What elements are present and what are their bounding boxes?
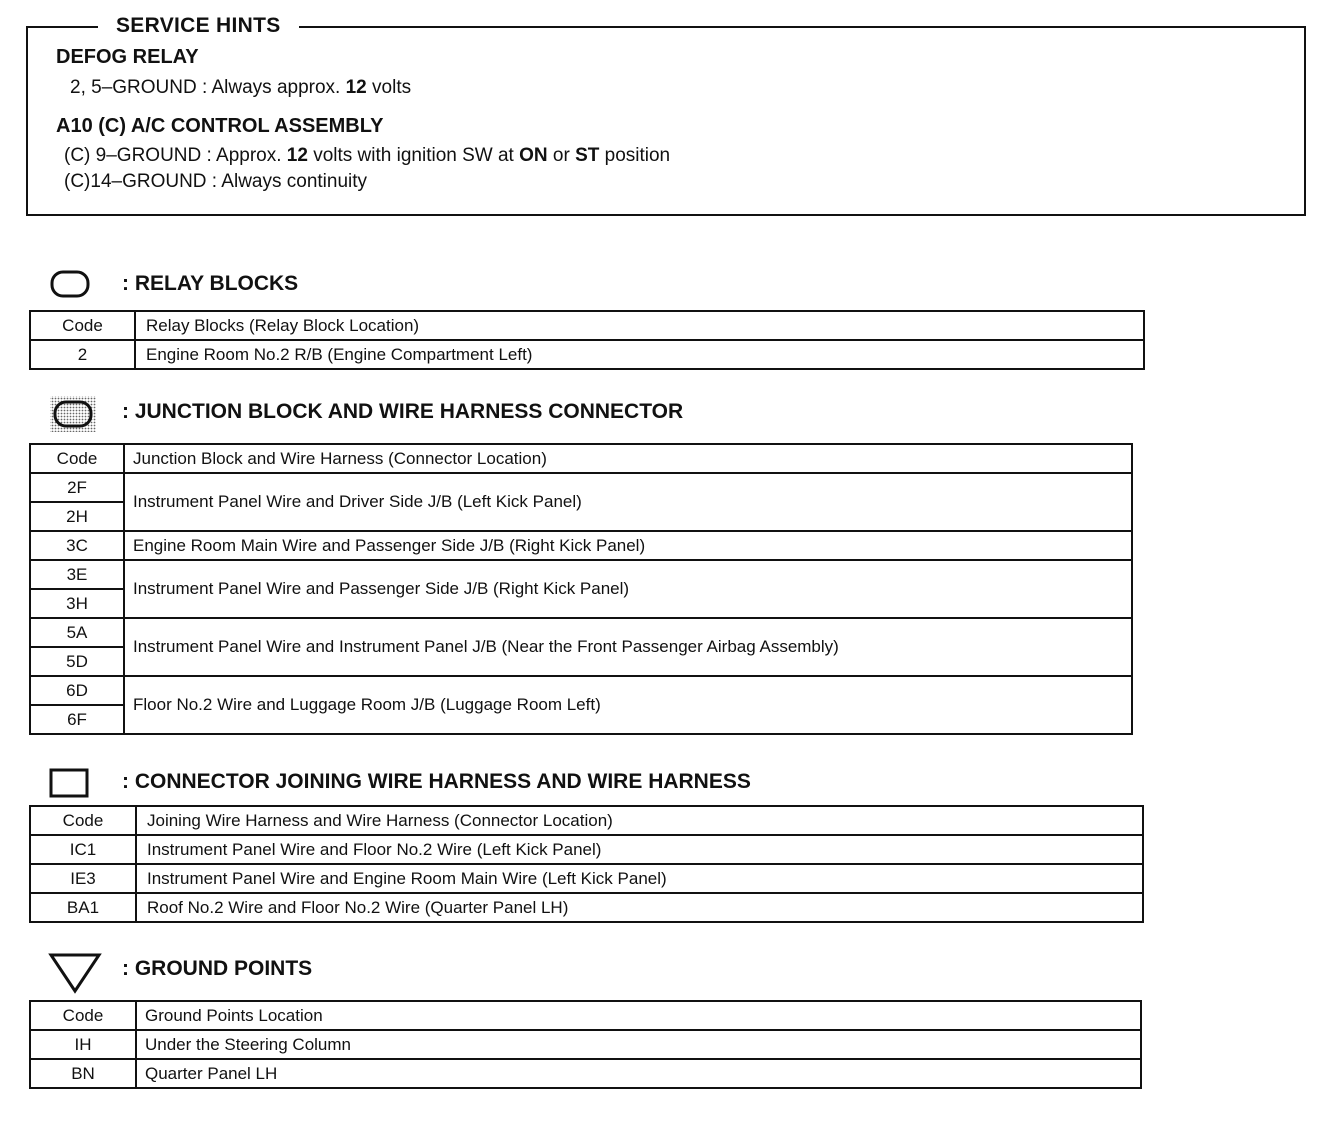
desc-cell: Instrument Panel Wire and Driver Side J/B (Left Kick Panel) — [124, 473, 1132, 531]
desc-cell: Engine Room No.2 R/B (Engine Compartment Left) — [135, 340, 1144, 369]
ac-text-f: ST — [575, 145, 600, 166]
table-row — [30, 531, 1132, 560]
table-header-row — [30, 1001, 1141, 1030]
ac-control-heading: A10 (C) A/C CONTROL ASSEMBLY — [56, 115, 384, 137]
table-row — [30, 1059, 1141, 1088]
code-header: Code — [30, 444, 124, 473]
table-row — [30, 893, 1143, 922]
shaded-rounded-rectangle-icon — [48, 394, 118, 430]
ac-text-c: volts with ignition SW at — [307, 145, 520, 166]
code-cell: BA1 — [30, 893, 136, 922]
table-row — [30, 560, 1132, 589]
code-cell: 2F — [30, 473, 124, 502]
table-row — [30, 864, 1143, 893]
defog-text-b: 12 — [345, 77, 367, 98]
code-header: Code — [30, 311, 135, 340]
desc-cell: Instrument Panel Wire and Floor No.2 Wire (Left Kick Panel) — [136, 835, 1143, 864]
code-cell: 6F — [30, 705, 124, 734]
code-cell: 2 — [30, 340, 135, 369]
desc-cell: Engine Room Main Wire and Passenger Side J/B (Right Kick Panel) — [124, 531, 1132, 560]
code-cell: 5A — [30, 618, 124, 647]
junction-block-table — [29, 443, 1133, 735]
ac-control-line2: (C)14–GROUND : Always continuity — [64, 171, 368, 192]
ac-text-b: 12 — [286, 145, 308, 166]
ac-text-e: or — [547, 145, 576, 166]
desc-cell: Instrument Panel Wire and Passenger Side J/B (Right Kick Panel) — [124, 560, 1132, 618]
connector-title: : CONNECTOR JOINING WIRE HARNESS AND WIRE HARNESS — [122, 770, 751, 793]
desc-header: Relay Blocks (Relay Block Location) — [135, 311, 1144, 340]
table-row — [30, 1030, 1141, 1059]
ac-control-line1 — [64, 145, 670, 167]
code-cell: 3E — [30, 560, 124, 589]
table-row — [30, 835, 1143, 864]
service-hints-title: SERVICE HINTS — [98, 14, 299, 38]
desc-cell: Floor No.2 Wire and Luggage Room J/B (Luggage Room Left) — [124, 676, 1132, 734]
ac-text-g: position — [599, 145, 671, 166]
defog-relay-line — [70, 77, 411, 99]
desc-cell: Instrument Panel Wire and Engine Room Main Wire (Left Kick Panel) — [136, 864, 1143, 893]
desc-cell: Roof No.2 Wire and Floor No.2 Wire (Quarter Panel LH) — [136, 893, 1143, 922]
junction-block-title: : JUNCTION BLOCK AND WIRE HARNESS CONNECTOR — [122, 400, 684, 423]
relay-blocks-title: : RELAY BLOCKS — [122, 272, 299, 295]
code-header: Code — [30, 806, 136, 835]
defog-text-a: 2, 5–GROUND : Always approx. — [70, 77, 346, 98]
relay-blocks-header — [48, 266, 298, 302]
table-row — [30, 618, 1132, 647]
table-header-row — [30, 311, 1144, 340]
junction-block-header — [48, 394, 683, 430]
table-row — [30, 340, 1144, 369]
code-cell: IE3 — [30, 864, 136, 893]
desc-header: Ground Points Location — [136, 1001, 1141, 1030]
table-header-row — [30, 806, 1143, 835]
ac-text-a: (C) 9–GROUND : Approx. — [64, 145, 287, 166]
connector-header — [48, 764, 751, 800]
service-hints-box — [26, 14, 1306, 216]
rounded-rectangle-icon — [48, 266, 118, 302]
relay-blocks-table — [29, 310, 1145, 370]
code-cell: IC1 — [30, 835, 136, 864]
triangle-down-icon — [48, 951, 118, 987]
square-icon — [48, 764, 118, 800]
defog-text-c: volts — [366, 77, 412, 98]
ac-text-d: ON — [519, 145, 548, 166]
table-header-row — [30, 444, 1132, 473]
defog-relay-heading: DEFOG RELAY — [56, 46, 199, 68]
desc-cell: Quarter Panel LH — [136, 1059, 1141, 1088]
code-cell: 3H — [30, 589, 124, 618]
code-cell: BN — [30, 1059, 136, 1088]
ground-points-header — [48, 951, 312, 987]
desc-header: Joining Wire Harness and Wire Harness (Connector Location) — [136, 806, 1143, 835]
ground-points-title: : GROUND POINTS — [122, 957, 313, 980]
desc-header: Junction Block and Wire Harness (Connector Location) — [124, 444, 1132, 473]
code-cell: 5D — [30, 647, 124, 676]
code-header: Code — [30, 1001, 136, 1030]
desc-cell: Under the Steering Column — [136, 1030, 1141, 1059]
table-row — [30, 676, 1132, 705]
code-cell: 6D — [30, 676, 124, 705]
connector-table — [29, 805, 1144, 923]
table-row — [30, 473, 1132, 502]
code-cell: 2H — [30, 502, 124, 531]
desc-cell: Instrument Panel Wire and Instrument Panel J/B (Near the Front Passenger Airbag Assembly) — [124, 618, 1132, 676]
code-cell: 3C — [30, 531, 124, 560]
ground-points-table — [29, 1000, 1142, 1089]
code-cell: IH — [30, 1030, 136, 1059]
